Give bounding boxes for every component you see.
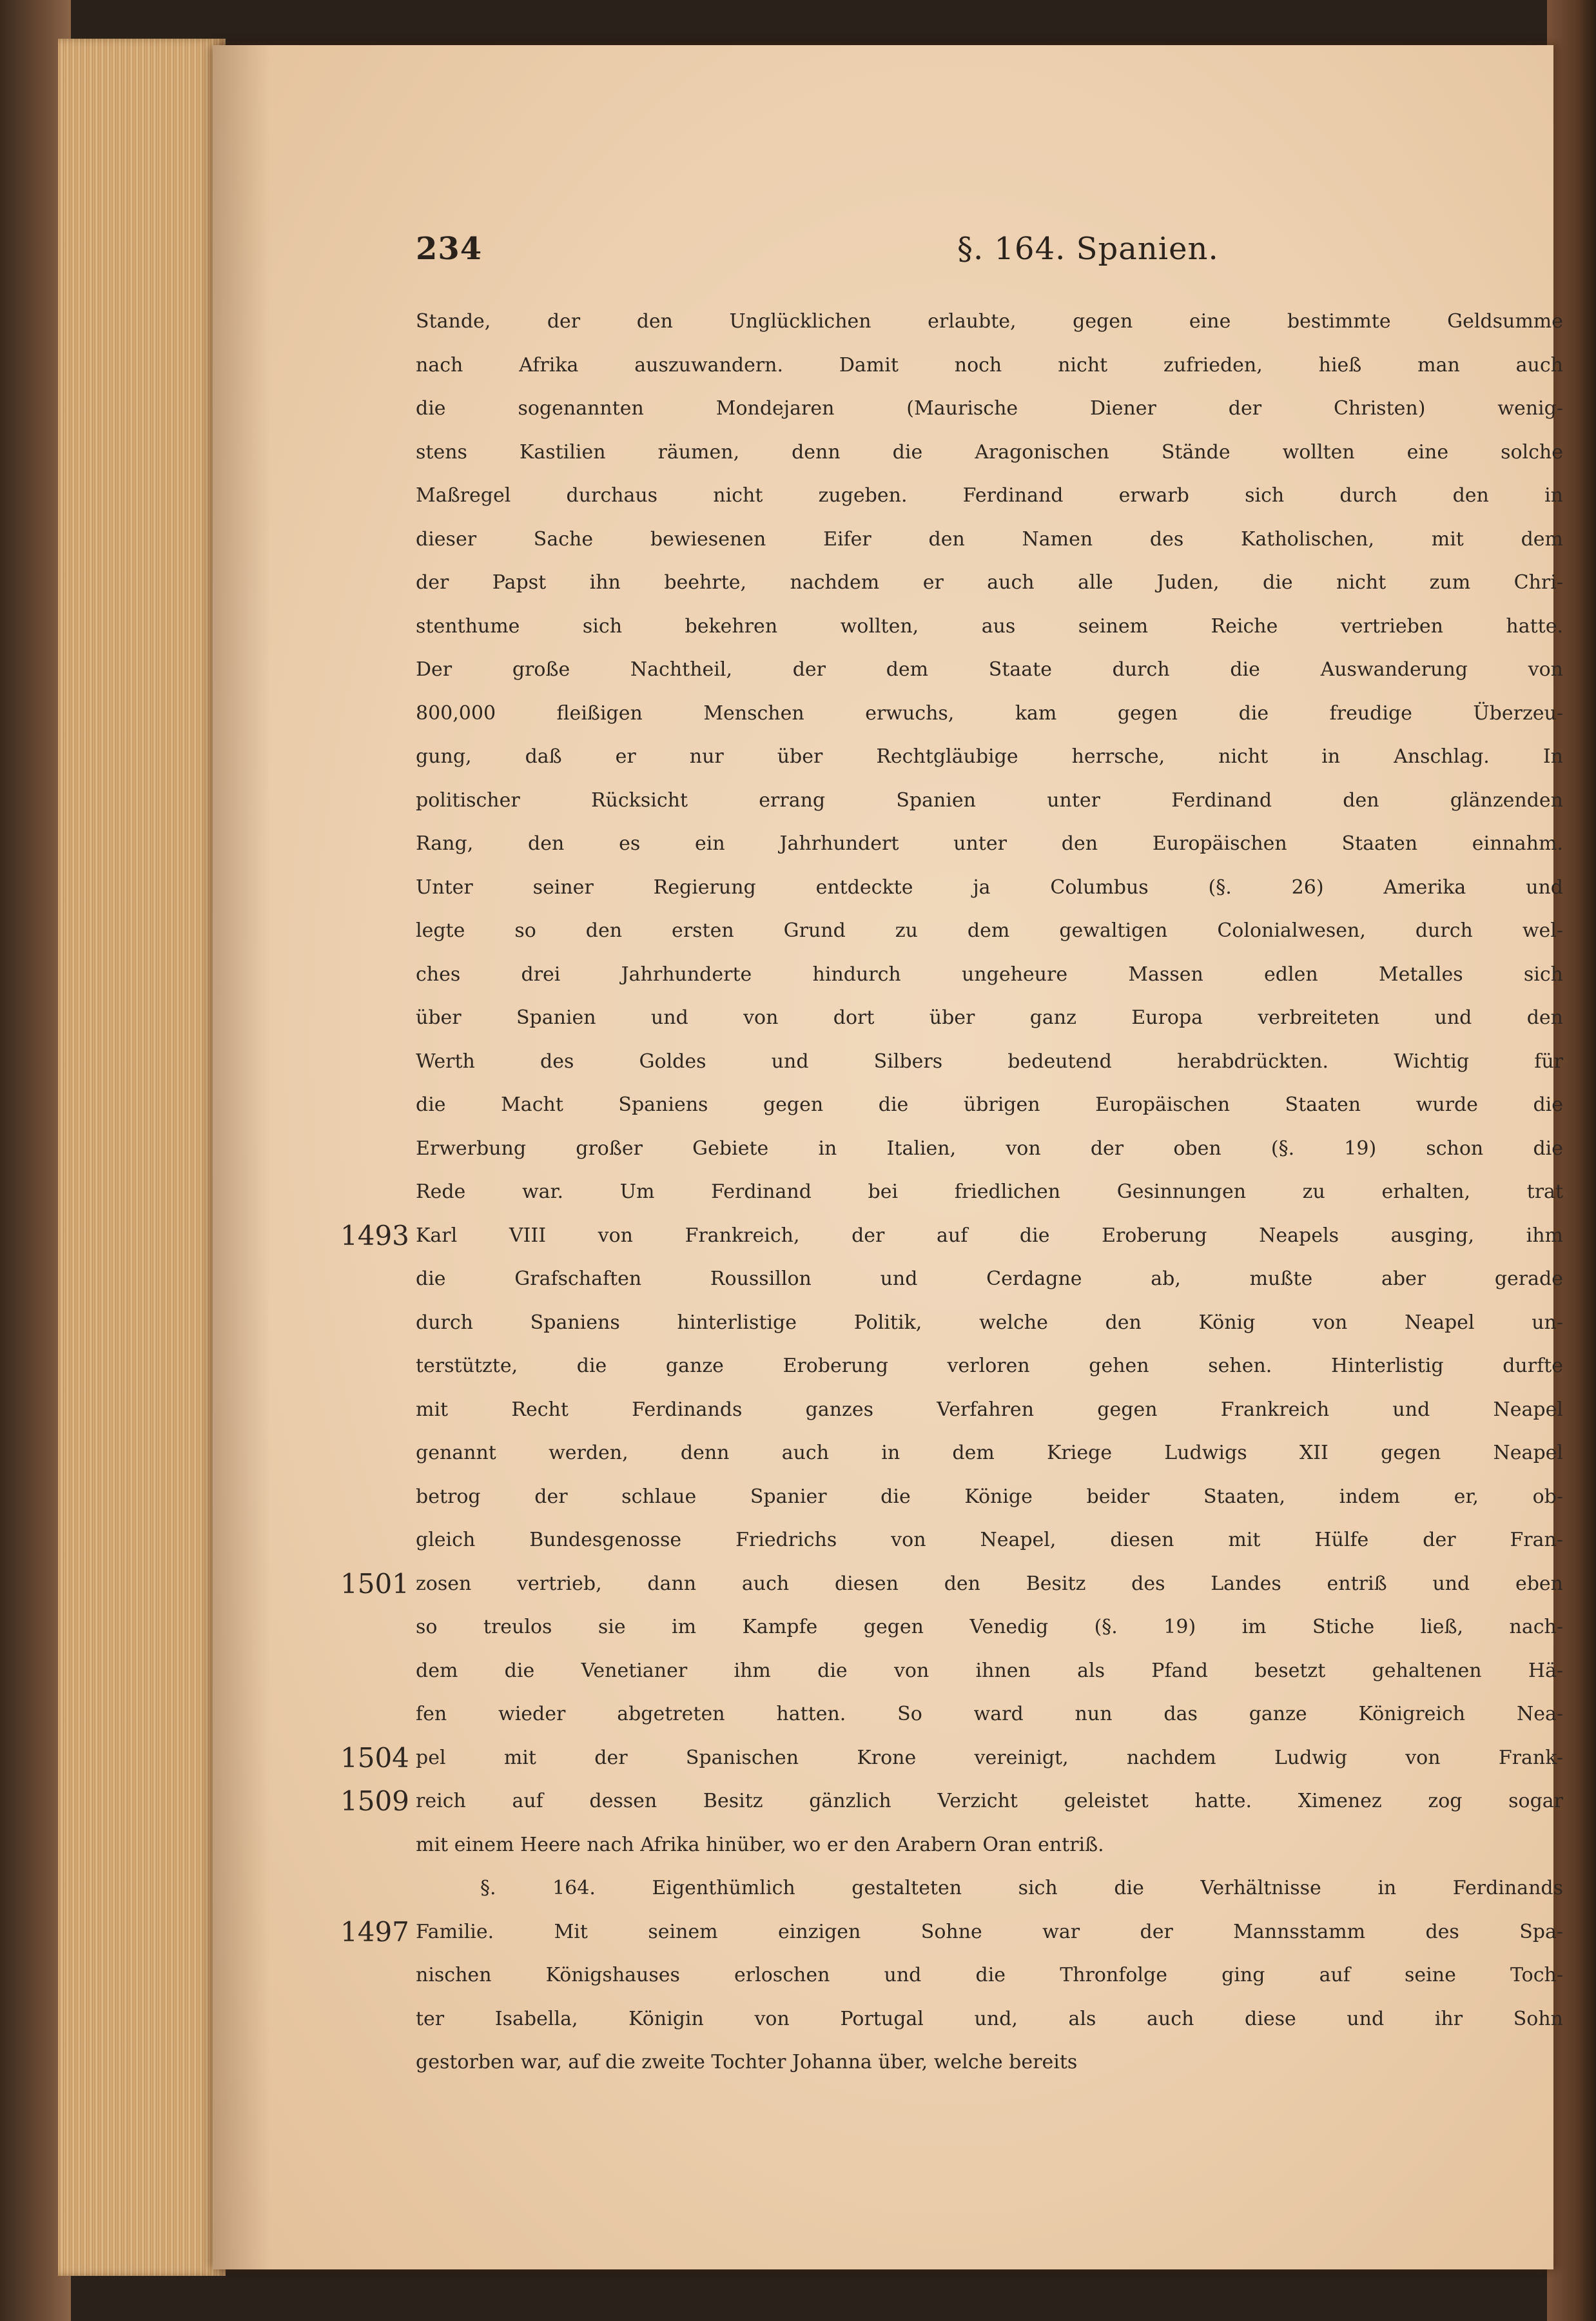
text-line: Karl VIII von Frankreich, der auf die Eroberung Neapels ausging, ihm bbox=[416, 1224, 1563, 1247]
text-line: die Macht Spaniens gegen die übrigen Europäischen Staaten wurde die bbox=[416, 1093, 1563, 1116]
text-line: §. 164. Eigenthümlich gestalteten sich die Verhältnisse in Ferdinands bbox=[480, 1877, 1563, 1899]
gutter-shadow bbox=[213, 45, 271, 2269]
text-line: zosen vertrieb, dann auch diesen den Besitz des Landes entriß und eben bbox=[416, 1572, 1563, 1595]
text-line: die Grafschaften Roussillon und Cerdagne ab, mußte aber gerade bbox=[416, 1268, 1563, 1290]
text-line: durch Spaniens hinterlistige Politik, welche den König von Neapel un- bbox=[416, 1311, 1563, 1334]
text-line: Familie. Mit seinem einzigen Sohne war der Mannsstamm des Spa- bbox=[416, 1920, 1563, 1943]
text-line: Stande, der den Unglücklichen erlaubte, gegen eine bestimmte Geldsumme bbox=[416, 310, 1563, 333]
text-line: ter Isabella, Königin von Portugal und, als auch diese und ihr Sohn bbox=[416, 2007, 1563, 2030]
text-line: nischen Königshauses erloschen und die Thronfolge ging auf seine Toch- bbox=[416, 1964, 1563, 1986]
text-line: genannt werden, denn auch in dem Kriege Ludwigs XII gegen Neapel bbox=[416, 1442, 1563, 1464]
text-line: gung, daß er nur über Rechtgläubige herrsche, nicht in Anschlag. In bbox=[416, 745, 1563, 768]
margin-year: 1493 bbox=[340, 1219, 409, 1251]
text-line: die sogenannten Mondejaren (Maurische Diener der Christen) wenig- bbox=[416, 397, 1563, 420]
margin-year: 1501 bbox=[340, 1567, 409, 1600]
text-line: ches drei Jahrhunderte hindurch ungeheure Massen edlen Metalles sich bbox=[416, 963, 1563, 986]
text-line: politischer Rücksicht errang Spanien unter Ferdinand den glänzenden bbox=[416, 788, 1563, 812]
section-title: §. 164. Spanien. bbox=[957, 231, 1219, 267]
book-page bbox=[213, 45, 1563, 2269]
text-line: 800,000 fleißigen Menschen erwuchs, kam gegen die freudige Überzeu- bbox=[416, 701, 1563, 725]
text-line: über Spanien und von dort über ganz Europa verbreiteten und den bbox=[416, 1006, 1563, 1029]
margin-year: 1497 bbox=[340, 1915, 409, 1948]
text-line: Rang, den es ein Jahrhundert unter den Europäischen Staaten einnahm. bbox=[416, 832, 1563, 855]
text-line: dieser Sache bewiesenen Eifer den Namen des Katholischen, mit dem bbox=[416, 527, 1563, 551]
text-line: fen wieder abgetreten hatten. So ward nun das ganze Königreich Nea- bbox=[416, 1703, 1563, 1725]
text-line: pel mit der Spanischen Krone vereinigt, nachdem Ludwig von Frank- bbox=[416, 1746, 1563, 1769]
running-header bbox=[416, 231, 1402, 276]
page-number: 234 bbox=[416, 231, 483, 267]
text-line: Unter seiner Regierung entdeckte ja Columbus (§. 26) Amerika und bbox=[416, 876, 1563, 899]
text-line: der Papst ihn beehrte, nachdem er auch alle Juden, die nicht zum Chri- bbox=[416, 571, 1563, 594]
text-line: Werth des Goldes und Silbers bedeutend herabdrückten. Wichtig für bbox=[416, 1050, 1563, 1073]
margin-year: 1509 bbox=[340, 1785, 409, 1817]
text-line: Maßregel durchaus nicht zugeben. Ferdinand erwarb sich durch den in bbox=[416, 484, 1563, 507]
text-line: nach Afrika auszuwandern. Damit noch nicht zufrieden, hieß man auch bbox=[416, 353, 1563, 377]
body-text bbox=[416, 300, 1563, 2084]
text-line: stenthume sich bekehren wollten, aus seinem Reiche vertrieben hatte. bbox=[416, 614, 1563, 638]
text-line: gleich Bundesgenosse Friedrichs von Neapel, diesen mit Hülfe der Fran- bbox=[416, 1529, 1563, 1551]
text-line: dem die Venetianer ihm die von ihnen als Pfand besetzt gehaltenen Hä- bbox=[416, 1659, 1563, 1682]
text-line: Der große Nachtheil, der dem Staate durch die Auswanderung von bbox=[416, 658, 1563, 681]
text-line: mit Recht Ferdinands ganzes Verfahren gegen Frankreich und Neapel bbox=[416, 1398, 1563, 1421]
text-line: legte so den ersten Grund zu dem gewaltigen Colonialwesen, durch wel- bbox=[416, 919, 1563, 942]
text-line: so treulos sie im Kampfe gegen Venedig (§. 19) im Stiche ließ, nach- bbox=[416, 1616, 1563, 1638]
page-stack-edge bbox=[58, 39, 226, 2276]
margin-year: 1504 bbox=[340, 1741, 409, 1774]
text-line: mit einem Heere nach Afrika hinüber, wo er den Arabern Oran entriß. bbox=[416, 1833, 1104, 1856]
text-line: stens Kastilien räumen, denn die Aragonischen Stände wollten eine solche bbox=[416, 440, 1563, 464]
text-line: Rede war. Um Ferdinand bei friedlichen Gesinnungen zu erhalten, trat bbox=[416, 1180, 1563, 1203]
text-line: betrog der schlaue Spanier die Könige beider Staaten, indem er, ob- bbox=[416, 1485, 1563, 1508]
text-line: terstützte, die ganze Eroberung verloren gehen sehen. Hinterlistig durfte bbox=[416, 1355, 1563, 1377]
text-line: reich auf dessen Besitz gänzlich Verzicht geleistet hatte. Ximenez zog sogar bbox=[416, 1790, 1563, 1812]
text-line: Erwerbung großer Gebiete in Italien, von der oben (§. 19) schon die bbox=[416, 1137, 1563, 1160]
text-line: gestorben war, auf die zweite Tochter Johanna über, welche bereits bbox=[416, 2051, 1078, 2073]
